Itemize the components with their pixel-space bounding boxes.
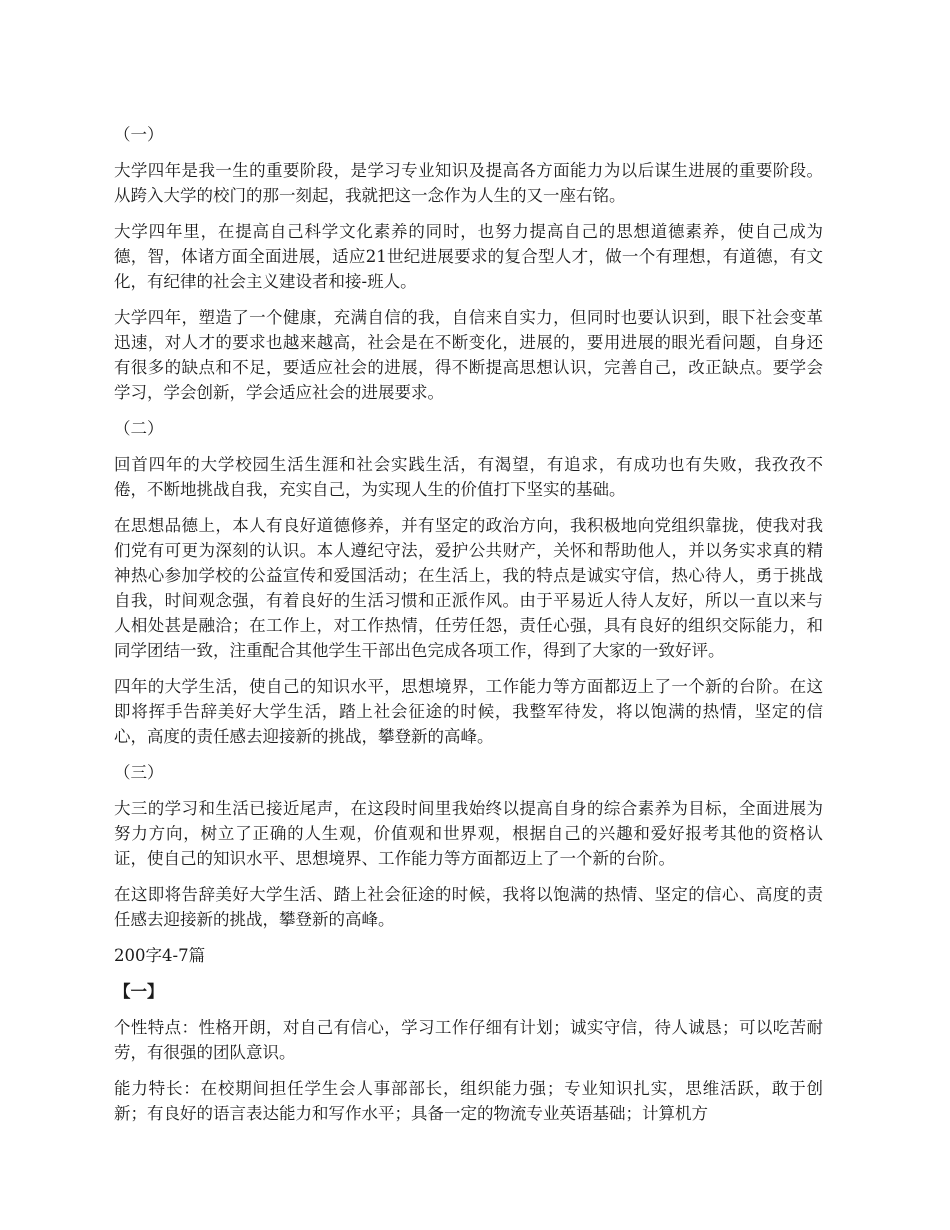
section-heading-2: （二） (114, 419, 164, 438)
paragraph: 回首四年的大学校园生活生涯和社会实践生活，有渴望，有追求，有成功也有失败，我孜孜不倦，不断地挑战自我，充实自己，为实现人生的价值打下坚实的基础。 (114, 455, 823, 499)
subsection-heading: 【一】 (114, 982, 164, 1001)
paragraph: 在思想品德上，本人有良好道德修养，并有坚定的政治方向，我积极地向党组织靠拢，使我对我们党有可更为深刻的认识。本人遵纪守法，爱护公共财产，关怀和帮助他人，并以务实求真的精神热心参加学校的公益宣传和爱国活动；在生活上，我的特点是诚实守信，热心待人，勇于挑战自我，时间观念强，有着良好的生活习惯和正派作风。由于平易近人待人友好，所以一直以来与人相处甚是融洽；在工作上，对工作热情，任劳任怨，责任心强，具有良好的组织交际能力，和同学团结一致，注重配合其他学生干部出色完成各项工作，得到了大家的一致好评。 (114, 516, 823, 660)
section-heading-3: （三） (114, 763, 164, 782)
paragraph: 个性特点：性格开朗，对自己有信心，学习工作仔细有计划；诚实守信，待人诚恳；可以吃苦耐劳，有很强的团队意识。 (114, 1018, 823, 1062)
paragraph: 大学四年，塑造了一个健康，充满自信的我，自信来自实力，但同时也要认识到，眼下社会变革迅速，对人才的要求也越来越高，社会是在不断变化，进展的，要用进展的眼光看问题，自身还有很多的缺点和不足，要适应社会的进展，得不断提高思想认识，完善自己，改正缺点。要学会学习，学会创新，学会适应社会的进展要求。 (114, 308, 823, 402)
paragraph: 四年的大学生活，使自己的知识水平，思想境界，工作能力等方面都迈上了一个新的台阶。在这即将挥手告辞美好大学生活，踏上社会征途的时候，我整军待发，将以饱满的热情，坚定的信心，高度的责任感去迎接新的挑战，攀登新的高峰。 (114, 677, 823, 746)
paragraph: 大三的学习和生活已接近尾声，在这段时间里我始终以提高自身的综合素养为目标，全面进展为努力方向，树立了正确的人生观，价值观和世界观，根据自己的兴趣和爱好报考其他的资格认证，使自己的知识水平、思想境界、工作能力等方面都迈上了一个新的台阶。 (114, 799, 823, 868)
section-heading-1: （一） (114, 125, 164, 144)
paragraph: 大学四年里，在提高自己科学文化素养的同时，也努力提高自己的思想道德素养，使自己成为德，智，体诸方面全面进展，适应21世纪进展要求的复合型人才，做一个有理想，有道德，有文化，有纪律的社会主义建设者和接-班人。 (114, 222, 823, 291)
paragraph: 大学四年是我一生的重要阶段，是学习专业知识及提高各方面能力为以后谋生进展的重要阶段。从跨入大学的校门的那一刻起，我就把这一念作为人生的又一座右铭。 (114, 161, 823, 205)
paragraph: 在这即将告辞美好大学生活、踏上社会征途的时候，我将以饱满的热情、坚定的信心、高度的责任感去迎接新的挑战，攀登新的高峰。 (114, 885, 823, 929)
word-count-heading: 200字4-7篇 (114, 946, 206, 965)
paragraph: 能力特长：在校期间担任学生会人事部部长，组织能力强；专业知识扎实，思维活跃，敢于创新；有良好的语言表达能力和写作水平；具备一定的物流专业英语基础；计算机方 (114, 1079, 823, 1123)
